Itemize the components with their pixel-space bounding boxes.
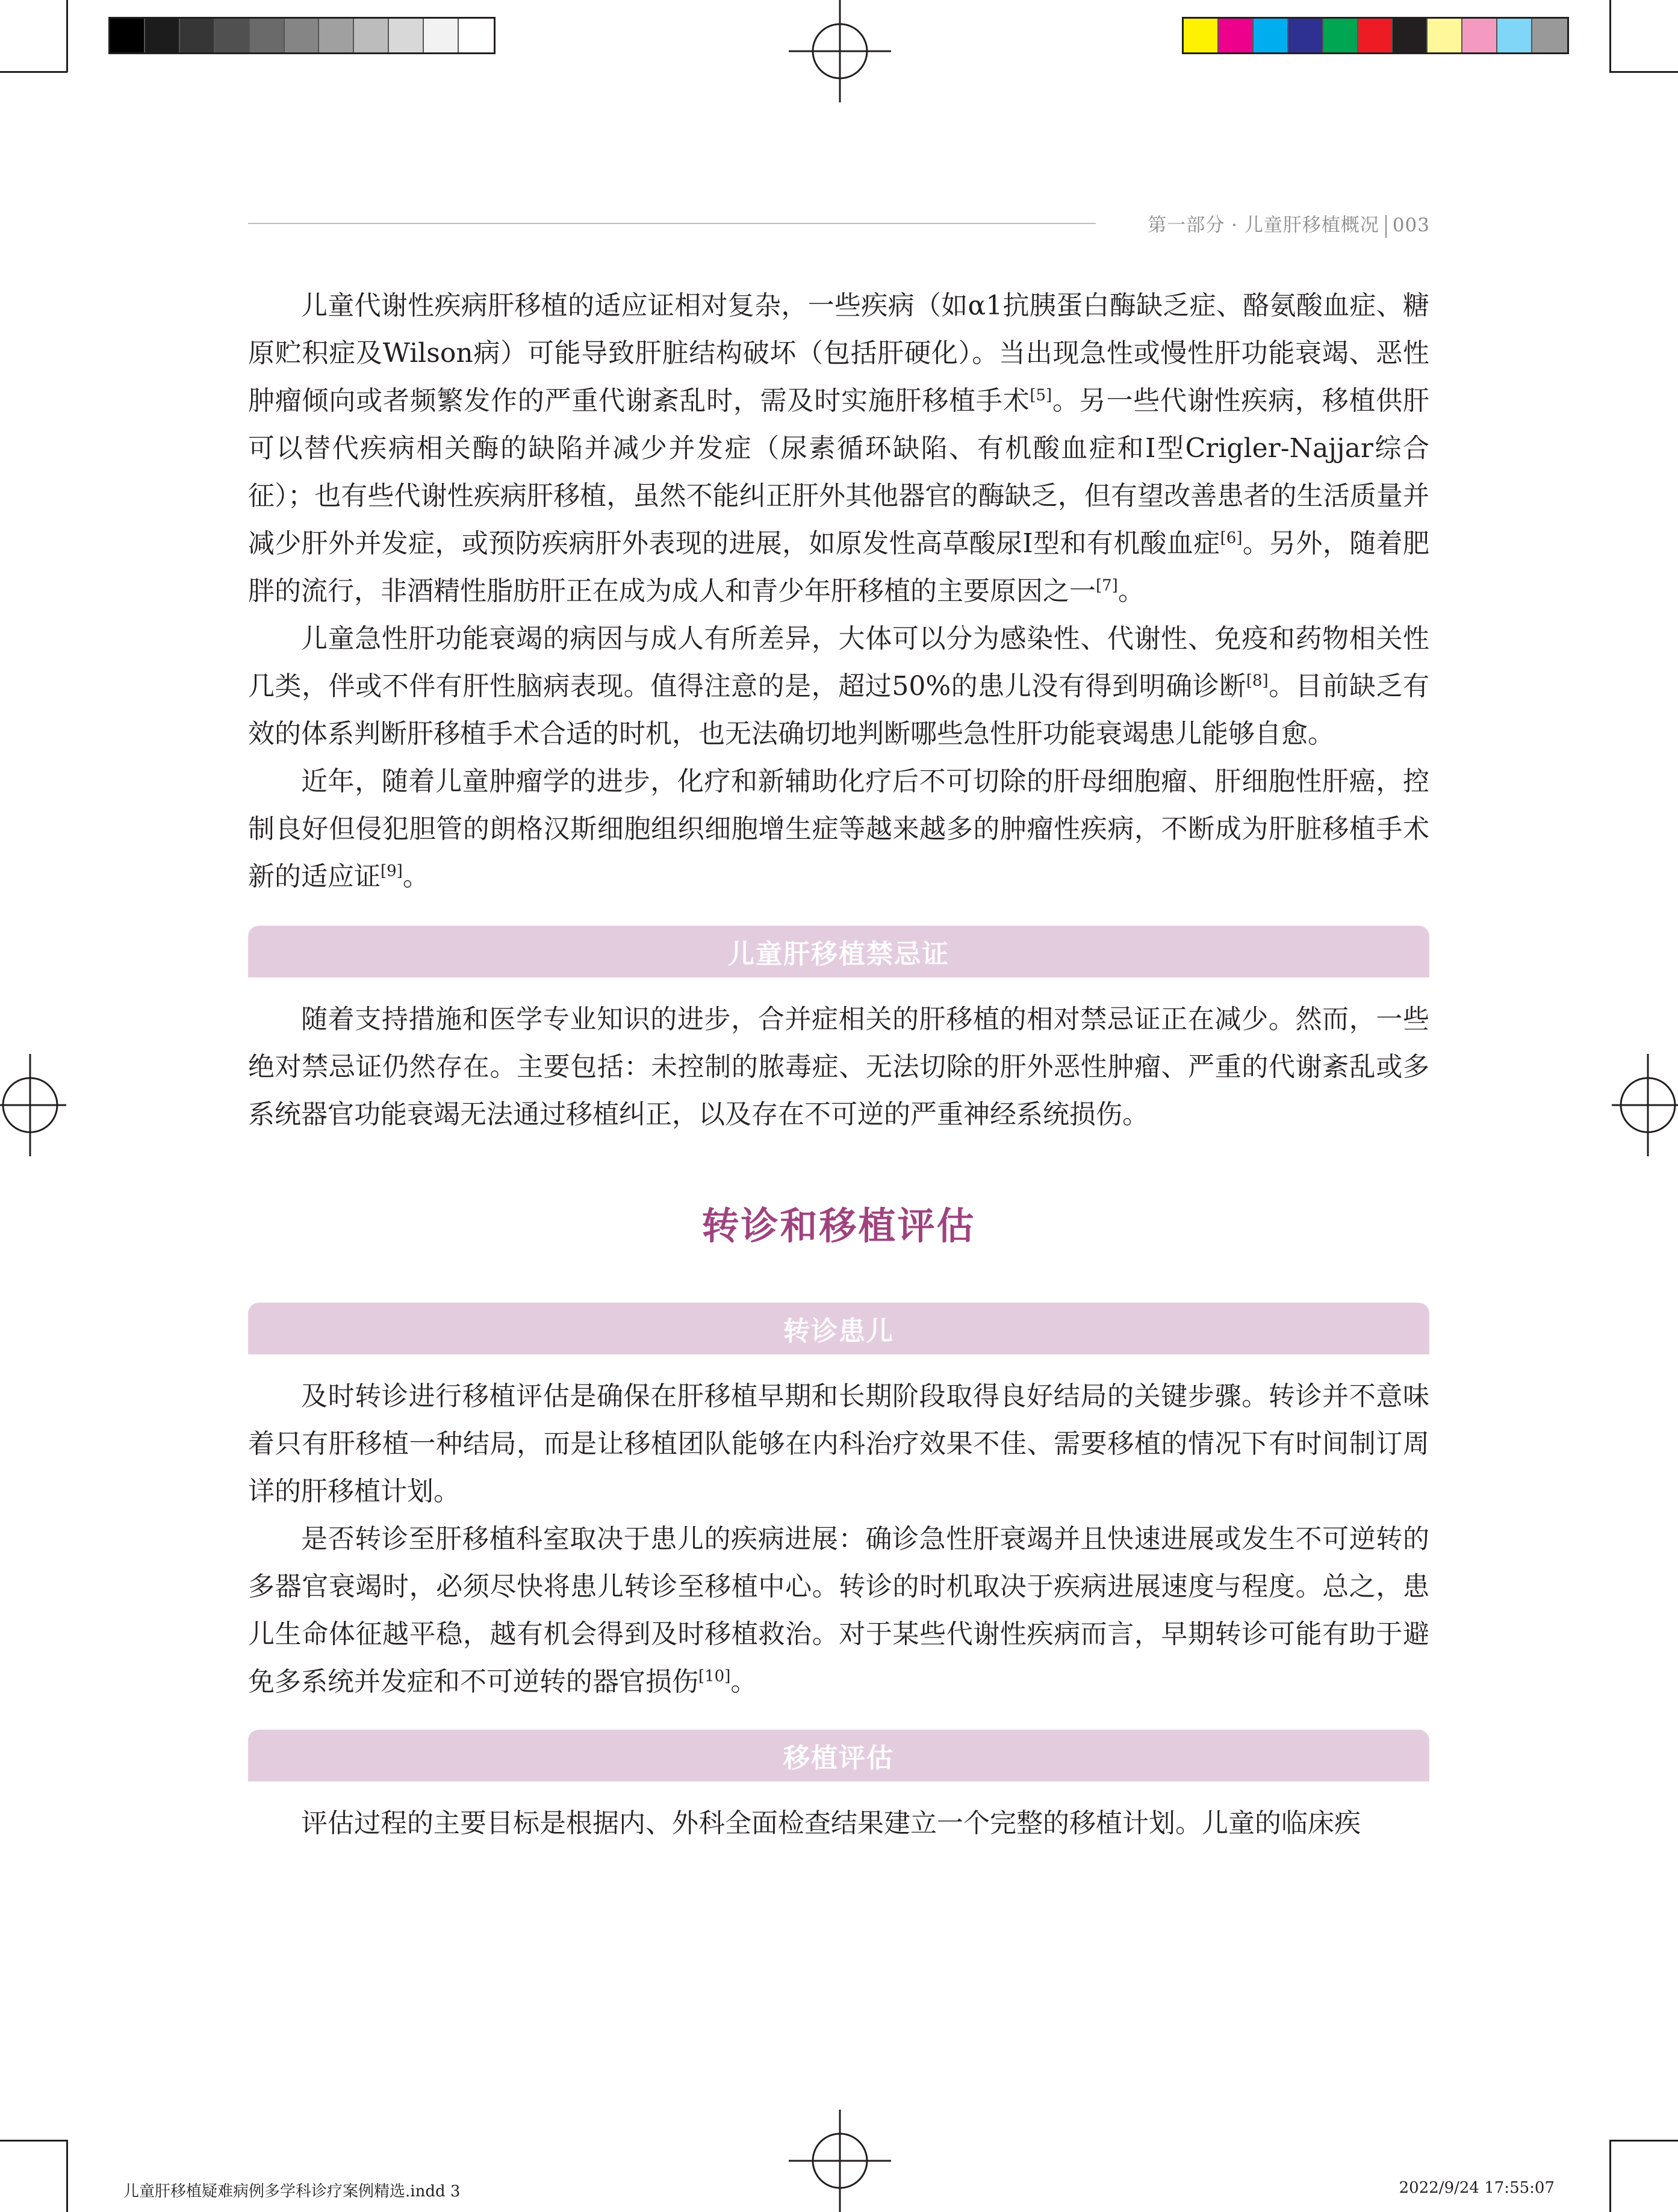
referral-paragraph: 是否转诊至肝移植科室取决于患儿的疾病进展：确诊急性肝衰竭并且快速进展或发生不可逆转的多器官衰竭时，必须尽快将患儿转诊至移植中心。转诊的时机取决于疾病进展速度与程度。总之，患儿生命体征越平稳，越有机会得到及时移植救治。对于某些代谢性疾病而言，早期转诊可能有助于避免多系统并发症和不可逆转的器官损伤[10]。 [248, 1524, 1429, 1697]
body-paragraph: 近年，随着儿童肿瘤学的进步，化疗和新辅助化疗后不可切除的肝母细胞瘤、肝细胞性肝癌，控制良好但侵犯胆管的朗格汉斯细胞组织细胞增生症等越来越多的肿瘤性疾病，不断成为肝脏移植手术新的适应证[9]。 [248, 766, 1429, 892]
color-swatch [1497, 19, 1532, 52]
page-number: 003 [1392, 214, 1430, 236]
color-swatch [180, 19, 215, 52]
citation-ref: [9] [381, 862, 403, 880]
process-color-bar [1182, 17, 1569, 54]
color-swatch [1288, 19, 1323, 52]
color-swatch [1219, 19, 1254, 52]
color-swatch [215, 19, 250, 52]
crop-mark [66, 2140, 68, 2212]
crop-mark [0, 2140, 67, 2142]
evaluation-paragraph: 评估过程的主要目标是根据内、外科全面检查结果建立一个完整的移植计划。儿童的临床疾 [301, 1808, 1361, 1839]
footer-file-name: 儿童肝移植疑难病例多学科诊疗案例精选.indd 3 [123, 2182, 461, 2201]
color-swatch [145, 19, 180, 52]
citation-ref: [10] [698, 1667, 731, 1686]
citation-ref: [8] [1246, 671, 1269, 690]
color-swatch [110, 19, 145, 52]
citation-ref: [5] [1030, 386, 1052, 405]
crop-mark [66, 0, 68, 72]
running-header-divider [1385, 215, 1387, 238]
color-swatch [250, 19, 285, 52]
registration-mark-icon [0, 1054, 102, 1156]
registration-mark-icon [789, 0, 891, 102]
color-swatch [319, 19, 354, 52]
footer-timestamp: 2022/9/24 17:55:07 [1399, 2179, 1555, 2197]
color-swatch [1358, 19, 1393, 52]
page-body [248, 282, 1429, 1847]
color-swatch [1532, 19, 1567, 52]
running-header-rule [248, 223, 1096, 224]
body-paragraph: 儿童代谢性疾病肝移植的适应证相对复杂，一些疾病（如α1抗胰蛋白酶缺乏症、酪氨酸血症、糖原贮积症及Wilson病）可能导致肝脏结构破坏（包括肝硬化）。当出现急性或慢性肝功能衰竭、恶性肿瘤倾向或者频繁发作的严重代谢紊乱时，需及时实施肝移植手术[5]。另一些代谢性疾病，移植供肝可以替代疾病相关酶的缺陷并减少并发症（尿素循环缺陷、有机酸血症和Ⅰ型Crigler-Najjar综合征）；也有些代谢性疾病肝移植，虽然不能纠正肝外其他器官的酶缺乏，但有望改善患者的生活质量并减少肝外并发症，或预防疾病肝外表现的进展，如原发性高草酸尿Ⅰ型和有机酸血症[6]。另外，随着肥胖的流行，非酒精性脂肪肝正在成为成人和青少年肝移植的主要原因之一[7]。 [248, 290, 1429, 606]
crop-mark [1609, 71, 1678, 73]
running-header [1148, 210, 1430, 238]
section-heading-referral: 转诊患儿 [248, 1303, 1429, 1354]
citation-ref: [6] [1220, 529, 1243, 547]
color-swatch [354, 19, 389, 52]
color-swatch [424, 19, 459, 52]
color-swatch [1184, 19, 1219, 52]
crop-mark [0, 71, 67, 73]
section-heading-contraindications: 儿童肝移植禁忌证 [248, 926, 1429, 977]
referral-paragraph: 及时转诊进行移植评估是确保在肝移植早期和长期阶段取得良好结局的关键步骤。转诊并不意味着只有肝移植一种结局，而是让移植团队能够在内科治疗效果不佳、需要移植的情况下有时间制订周详的肝移植计划。 [248, 1381, 1429, 1507]
color-swatch [459, 19, 494, 52]
contraindications-paragraph: 随着支持措施和医学专业知识的进步，合并症相关的肝移植的相对禁忌证正在减少。然而，一些绝对禁忌证仍然存在。主要包括：未控制的脓毒症、无法切除的肝外恶性肿瘤、严重的代谢紊乱或多系统器官功能衰竭无法通过移植纠正，以及存在不可逆的严重神经系统损伤。 [248, 1004, 1429, 1130]
color-swatch [1428, 19, 1462, 52]
section-heading-evaluation: 移植评估 [248, 1730, 1429, 1781]
running-header-section: 第一部分 · 儿童肝移植概况 [1148, 214, 1379, 236]
color-swatch [389, 19, 424, 52]
referral-paragraphs [248, 1372, 1429, 1706]
color-swatch [1462, 19, 1497, 52]
chapter-title: 转诊和移植评估 [701, 1204, 976, 1248]
crop-mark [1609, 2140, 1611, 2212]
registration-mark-icon [789, 2110, 891, 2212]
color-swatch [1254, 19, 1288, 52]
color-swatch [1393, 19, 1428, 52]
citation-ref: [7] [1096, 576, 1118, 595]
color-swatch [285, 19, 320, 52]
crop-mark [1609, 2140, 1678, 2142]
registration-mark-icon [1576, 1054, 1678, 1156]
color-swatch [1323, 19, 1358, 52]
grayscale-color-bar [108, 17, 496, 54]
indications-paragraphs [248, 282, 1429, 900]
body-paragraph: 儿童急性肝功能衰竭的病因与成人有所差异，大体可以分为感染性、代谢性、免疫和药物相关性几类，伴或不伴有肝性脑病表现。值得注意的是，超过50%的患儿没有得到明确诊断[8]。目前缺乏有效的体系判断肝移植手术合适的时机，也无法确切地判断哪些急性肝功能衰竭患儿能够自愈。 [248, 623, 1430, 749]
crop-mark [1609, 0, 1611, 72]
